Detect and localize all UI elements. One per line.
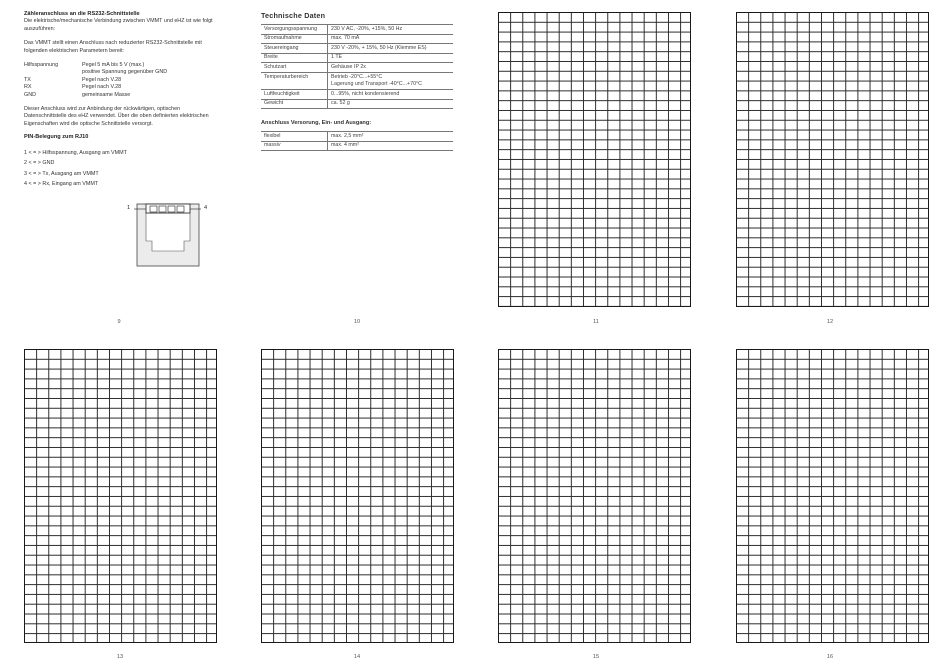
spec-key: massiv xyxy=(261,141,328,151)
page-number: 14 xyxy=(353,654,361,660)
pin-heading: PIN-Belegung zum RJ10 xyxy=(24,134,89,141)
pin-item: 1 < = > Hilfsspannung, Ausgang am VMMT xyxy=(24,149,127,156)
spec-key: flexibel xyxy=(261,132,328,142)
table-row xyxy=(261,44,453,54)
spec-value: max. 4 mm² xyxy=(328,141,454,151)
spec-key: Breite xyxy=(261,53,328,63)
section-heading: Zähleranschluss an die RS232-Schnittstelle xyxy=(24,11,140,17)
notes-grid-page-13 xyxy=(24,349,217,643)
notes-grid-page-15 xyxy=(498,349,691,643)
param-value: positive Spannung gegenüber GND xyxy=(82,69,168,76)
table-row xyxy=(261,141,453,151)
rj10-connector-diagram xyxy=(133,199,203,271)
param-name: GND xyxy=(24,91,36,98)
spec-value: max. 2,5 mm² xyxy=(328,132,454,142)
param-value: Pegel 5 mA bis 5 V (max.) xyxy=(82,62,145,69)
table-row xyxy=(261,34,453,44)
param-value: gemeinsame Masse xyxy=(82,91,131,98)
pin-list xyxy=(24,150,224,192)
paragraph: Das VMMT stellt einen Anschluss nach reduzierter RS232-Schnittstelle mit folgenden elektrischen Parametern bereit: xyxy=(24,40,202,54)
parameter-list xyxy=(24,62,224,99)
spec-value xyxy=(328,72,454,89)
spec-value: 230 V -20%, + 15%, 50 Hz (Klemme ES) xyxy=(328,44,454,54)
page-number: 12 xyxy=(826,319,834,325)
param-name: TX xyxy=(24,76,31,83)
spec-title: Technische Daten xyxy=(261,11,326,20)
pin-item: 2 < = > GND xyxy=(24,160,55,167)
param-name xyxy=(24,69,82,76)
param-name: Hilfsspannung xyxy=(24,62,59,69)
param-value: Pegel nach V.28 xyxy=(82,76,122,83)
spec-key: Steuereingang xyxy=(261,44,328,54)
paragraph: Die elektrische/mechanische Verbindung zwischen VMMT und eHZ ist wie folgt auszuführen: xyxy=(24,18,213,32)
paragraph: Dieser Anschluss wird zur Anbindung der rückwärtigen, optischen Datenschnittstelle des eHZ verwendet. Über die oben definierten elektrischen Eigenschaften wird die optische Schnittstelle versorgt. xyxy=(24,106,209,127)
connection-subtitle: Anschluss Versorung, Ein- und Ausgang: xyxy=(261,120,372,127)
spec-value-line: Betrieb -20°C...+55°C xyxy=(331,73,383,80)
pin-item: 3 < = > Tx, Ausgang am VMMT xyxy=(24,170,99,177)
spec-value: Gehäuse IP 2x xyxy=(328,63,454,73)
page-number: 16 xyxy=(826,654,834,660)
connection-table xyxy=(261,131,453,151)
pin-label-4: 4 xyxy=(204,205,208,211)
table-row xyxy=(261,89,453,99)
table-row xyxy=(261,72,453,89)
spec-key: Gewicht xyxy=(261,99,328,109)
notes-grid-page-12 xyxy=(736,12,929,307)
notes-grid-page-11 xyxy=(498,12,691,307)
page-number: 15 xyxy=(592,654,600,660)
param-value: Pegel nach V.28 xyxy=(82,84,122,91)
table-row xyxy=(261,53,453,63)
spec-key: Schutzart xyxy=(261,63,328,73)
spec-value: 0...95%, nicht kondensierend xyxy=(328,89,454,99)
table-row xyxy=(261,132,453,142)
table-row xyxy=(261,25,453,35)
spec-key: Versorgungsspannung xyxy=(261,25,328,35)
page-number: 9 xyxy=(117,319,121,325)
table-row xyxy=(261,99,453,109)
page-9-text xyxy=(24,11,224,192)
param-name: RX xyxy=(24,84,32,91)
spec-value: ca. 52 g xyxy=(328,99,454,109)
spec-key: Luftfeuchtigkeit xyxy=(261,89,328,99)
notes-grid-page-14 xyxy=(261,349,454,643)
notes-grid-page-16 xyxy=(736,349,929,643)
page-number: 11 xyxy=(593,319,599,325)
pin-label-1: 1 xyxy=(127,205,131,211)
page-10-specs xyxy=(261,11,453,151)
spec-value: 230 V AC, -20%, +15%, 50 Hz xyxy=(328,25,454,35)
spec-value-line: Lagerung und Transport -40°C...+70°C xyxy=(331,80,422,87)
table-row xyxy=(261,63,453,73)
spec-value: 1 TE xyxy=(328,53,454,63)
spec-key: Temperaturbereich xyxy=(261,72,328,89)
pin-item: 4 < = > Rx, Eingang am VMMT xyxy=(24,181,99,188)
page-number: 10 xyxy=(353,319,361,325)
spec-value: max. 70 mA xyxy=(328,34,454,44)
page-number: 13 xyxy=(116,654,124,660)
spec-table xyxy=(261,24,453,109)
spec-key: Stromaufnahme xyxy=(261,34,328,44)
